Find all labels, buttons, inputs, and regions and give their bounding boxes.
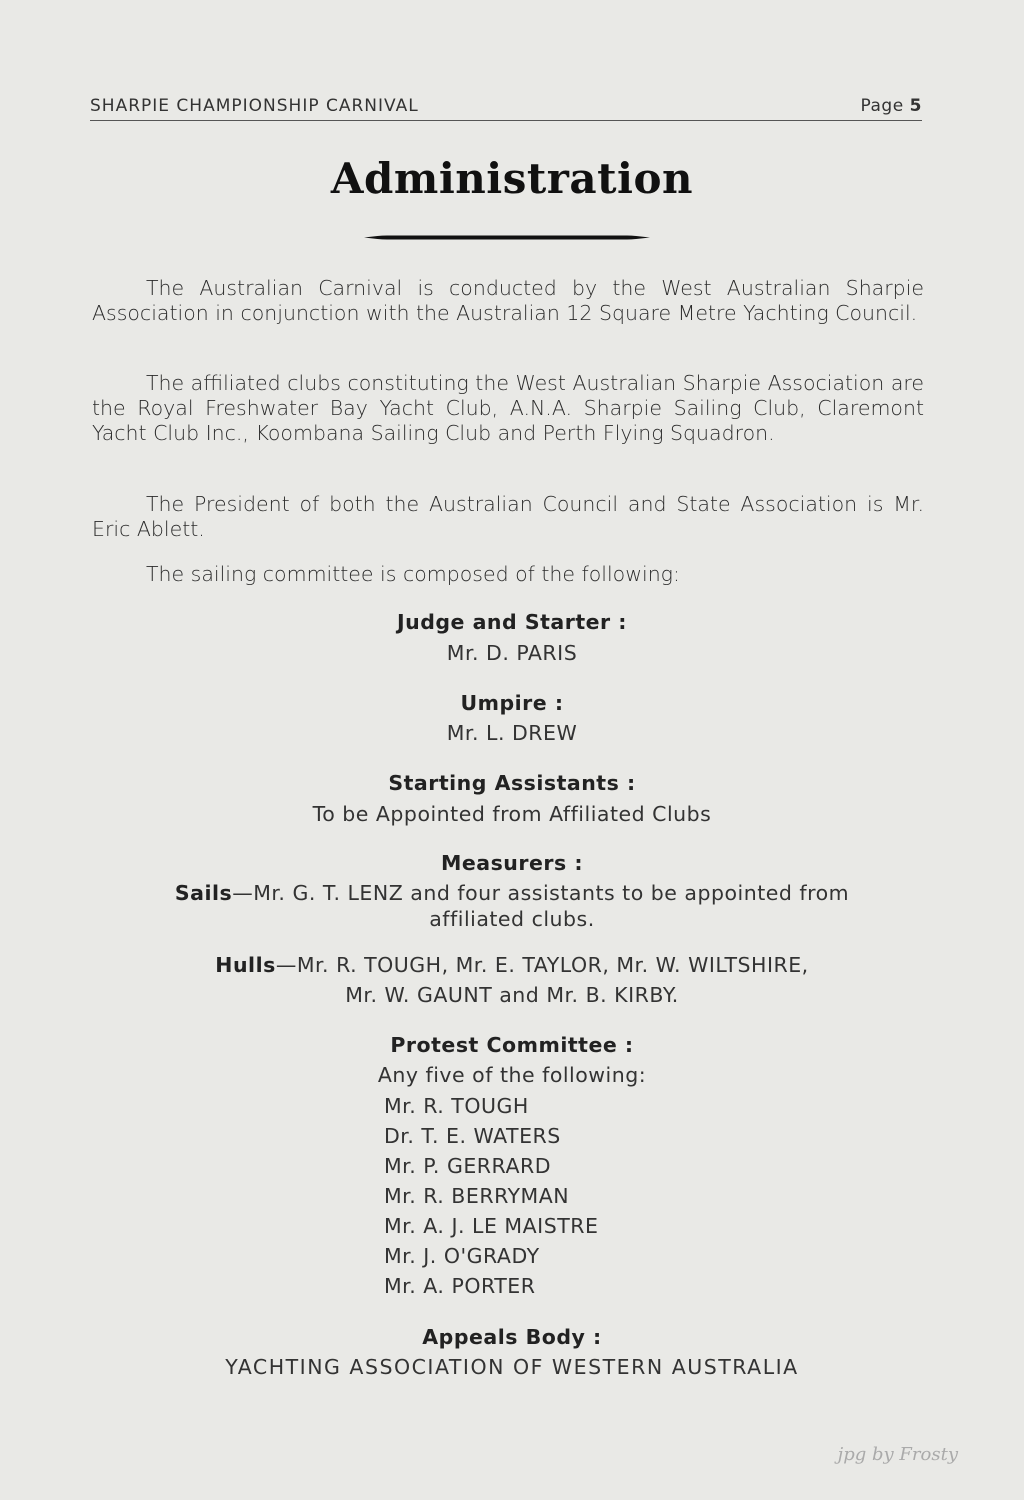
appeals-body: YACHTING ASSOCIATION OF WESTERN AUSTRALIA xyxy=(225,1355,799,1379)
umpire-heading: Umpire : xyxy=(460,691,564,715)
paragraph-clubs xyxy=(92,371,924,446)
paragraph-carnival xyxy=(92,276,924,326)
paragraph-text: The Australian Carnival is conducted by the West Australian Sharpie Association in conjunction with the Australian 12 Square Metre Yachting Council. xyxy=(92,276,924,325)
running-title: SHARPIE CHAMPIONSHIP CARNIVAL xyxy=(90,96,419,116)
paragraph-committee-intro xyxy=(92,562,924,587)
assistants-text: To be Appointed from Affiliated Clubs xyxy=(312,802,712,826)
sails-line-2: affiliated clubs. xyxy=(429,907,595,931)
judge-name: Mr. D. PARIS xyxy=(446,641,578,665)
paragraph-text: The sailing committee is composed of the following: xyxy=(146,562,680,586)
list-item: Mr. R. TOUGH xyxy=(384,1094,529,1118)
sails-line xyxy=(0,881,1024,905)
sails-label: Sails xyxy=(174,881,233,905)
list-item: Mr. P. GERRARD xyxy=(384,1154,552,1178)
hulls-line xyxy=(0,953,1024,977)
protest-intro: Any five of the following: xyxy=(377,1063,647,1087)
sails-text: —Mr. G. T. LENZ and four assistants to be appointed from xyxy=(232,881,850,905)
assistants-heading: Starting Assistants : xyxy=(388,771,636,795)
umpire-name: Mr. L. DREW xyxy=(446,721,578,745)
list-item: Mr. A. PORTER xyxy=(384,1274,536,1298)
paragraph-president xyxy=(92,492,924,542)
paragraph-text: The President of both the Australian Council and State Association is Mr. Eric Ablett. xyxy=(92,492,924,541)
judge-heading: Judge and Starter : xyxy=(396,610,627,634)
page-title: Administration xyxy=(330,154,694,203)
protest-member-list xyxy=(384,1091,598,1301)
hulls-label: Hulls xyxy=(215,953,276,977)
page-number: 5 xyxy=(909,96,922,116)
list-item: Mr. J. O'GRADY xyxy=(384,1244,540,1268)
running-header xyxy=(90,94,922,121)
protest-heading: Protest Committee : xyxy=(390,1033,634,1057)
watermark-credit: jpg by Frosty xyxy=(837,1444,958,1465)
list-item: Mr. A. J. LE MAISTRE xyxy=(384,1214,599,1238)
measurers-heading: Measurers : xyxy=(440,851,584,875)
title-rule xyxy=(364,235,650,240)
hulls-line-2: Mr. W. GAUNT and Mr. B. KIRBY. xyxy=(345,983,679,1007)
paragraph-text: The affiliated clubs constituting the West Australian Sharpie Association are the Royal Freshwater Bay Yacht Club, A.N.A. Sharpie Sailing Club, Claremont Yacht Club Inc., Koombana Sailing Club and Perth Flying Squadron. xyxy=(92,371,924,445)
list-item: Dr. T. E. WATERS xyxy=(384,1124,561,1148)
appeals-heading: Appeals Body : xyxy=(422,1325,602,1349)
hulls-text: —Mr. R. TOUGH, Mr. E. TAYLOR, Mr. W. WILTSHIRE, xyxy=(275,953,809,977)
page-label: Page xyxy=(860,96,904,116)
list-item: Mr. R. BERRYMAN xyxy=(384,1184,570,1208)
page-number-label xyxy=(861,96,923,116)
